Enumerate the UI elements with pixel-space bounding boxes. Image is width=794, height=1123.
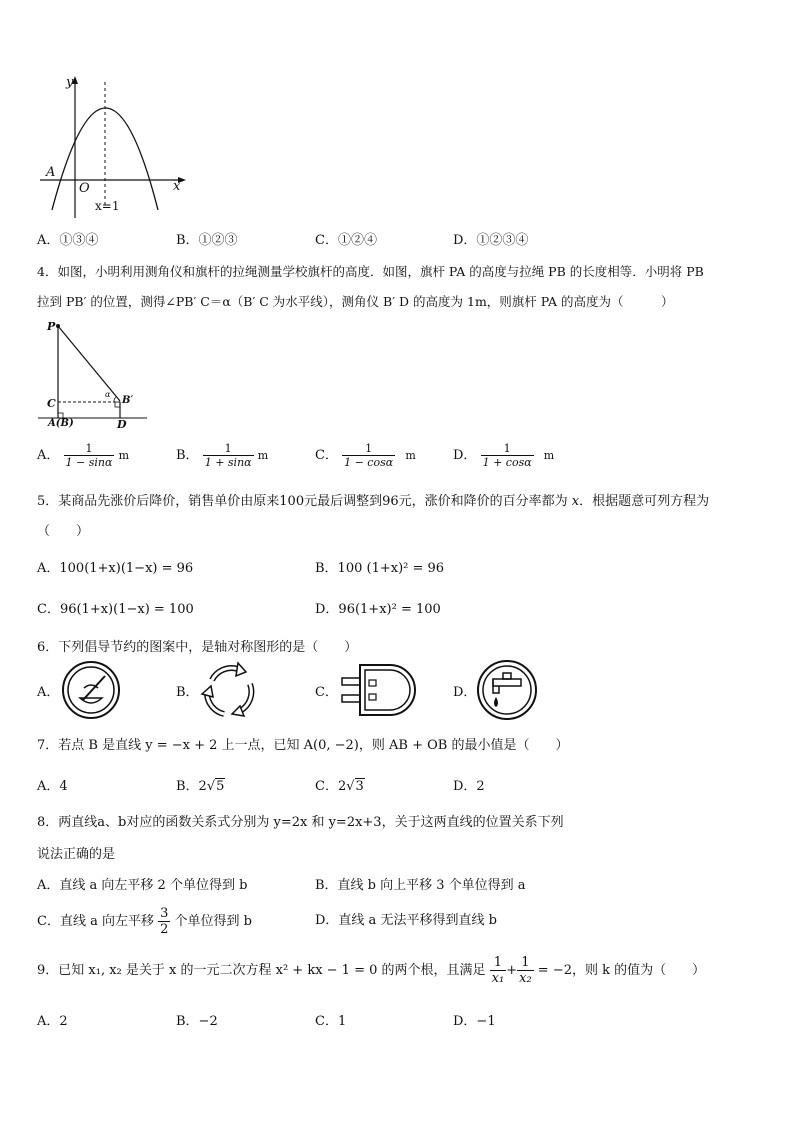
parabola-graph bbox=[30, 70, 200, 220]
q3-option-d[interactable]: D．①②③④ bbox=[453, 233, 529, 248]
q5-var: x bbox=[571, 494, 580, 509]
q5-stem-tail: ．根据题意可列方程为 bbox=[579, 494, 710, 509]
q4-a-den: 1 − sinα bbox=[65, 456, 113, 469]
q5-option-a[interactable]: A．100(1+x)(1−x) = 96 bbox=[37, 561, 194, 576]
q9-frac1-den: x₁ bbox=[491, 971, 505, 986]
q4-option-a-letter: A． bbox=[37, 448, 60, 463]
q4-option-c-letter: C． bbox=[315, 448, 338, 463]
q4-option-b-letter: B． bbox=[176, 448, 199, 463]
q7-option-c-text: C．2 bbox=[315, 779, 347, 794]
q9-stem-post: = −2，则 k 的值为（ ） bbox=[537, 963, 706, 978]
q7-option-b[interactable] bbox=[176, 775, 225, 794]
q9-option-c[interactable]: C．1 bbox=[315, 1014, 347, 1029]
q7-option-b-text: B．2 bbox=[176, 779, 207, 794]
q6-option-d-icon[interactable] bbox=[476, 659, 538, 721]
q8-c-num: 3 bbox=[160, 906, 169, 921]
q7-option-d[interactable]: D．2 bbox=[453, 779, 485, 794]
q6-option-b-icon[interactable] bbox=[198, 660, 260, 722]
q8-c-den: 2 bbox=[160, 922, 169, 937]
q4-stem-line1: 4．如图，小明利用测角仪和旗杆的拉绳测量学校旗杆的高度．如图，旗杆 PA 的高度与拉绳 PB 的长度相等．小明将 PB bbox=[37, 264, 704, 279]
q4-c-num: 1 bbox=[342, 442, 395, 456]
q6-option-c-icon[interactable] bbox=[338, 662, 418, 718]
q4-b-num: 1 bbox=[203, 442, 254, 456]
q8-option-d[interactable]: D．直线 a 无法平移得到直线 b bbox=[315, 913, 497, 928]
q7-option-a[interactable]: A．4 bbox=[37, 779, 68, 794]
q4-a-num: 1 bbox=[64, 442, 115, 456]
sqrt-icon: √ bbox=[206, 779, 216, 794]
graph-x-label: x bbox=[173, 179, 181, 194]
q4-b-unit: m bbox=[257, 449, 269, 462]
graph-a-label: A bbox=[46, 165, 56, 180]
graph-origin-label: O bbox=[79, 181, 90, 196]
q7-option-c[interactable] bbox=[315, 775, 365, 794]
q5-stem-text: 5．某商品先涨价后降价，销售单价由原来100元最后调整到96元，涨价和降价的百分率都为 bbox=[37, 494, 568, 509]
q4-option-c[interactable] bbox=[315, 442, 416, 469]
q3-option-b[interactable]: B．①②③ bbox=[176, 233, 238, 248]
q9-option-d[interactable]: D．−1 bbox=[453, 1014, 496, 1029]
q4-c-unit: m bbox=[405, 449, 416, 462]
q3-option-c[interactable]: C．①②④ bbox=[315, 233, 377, 248]
q5-option-d[interactable]: D．96(1+x)² = 100 bbox=[315, 602, 441, 617]
graph-y-label: y bbox=[66, 75, 74, 90]
q4-option-d[interactable] bbox=[453, 442, 554, 469]
q9-stem-pre: 9．已知 x₁, x₂ 是关于 x 的一元二次方程 x² + kx − 1 = 0 的两个根，且满足 bbox=[37, 963, 486, 978]
q9-stem bbox=[37, 955, 705, 986]
q8-stem-line2: 说法正确的是 bbox=[37, 847, 116, 862]
q9-frac2-den: x₂ bbox=[519, 971, 532, 986]
q4-option-b[interactable] bbox=[176, 442, 268, 469]
q3-option-a[interactable]: A．①③④ bbox=[37, 233, 99, 248]
sqrt-icon: √ bbox=[346, 779, 355, 794]
fig-bprime-label: B′ bbox=[122, 395, 134, 406]
q8-option-c[interactable] bbox=[37, 906, 252, 937]
q6-stem: 6．下列倡导节约的图案中，是轴对称图形的是（ ） bbox=[37, 640, 358, 655]
q5-option-b[interactable]: B．100 (1+x)² = 96 bbox=[315, 561, 445, 576]
q4-stem-line2: 拉到 PB′ 的位置，测得∠PB′ C＝α（B′ C 为水平线），测角仪 B′ D 的高度为 1m，则旗杆 PA 的高度为（ ） bbox=[37, 294, 674, 309]
q6-option-a-icon[interactable] bbox=[61, 660, 121, 720]
q4-option-a[interactable] bbox=[37, 442, 129, 469]
q4-d-num: 1 bbox=[481, 442, 534, 456]
fig-c-label: C bbox=[47, 397, 56, 410]
q6-option-d-letter[interactable]: D． bbox=[453, 685, 477, 700]
q4-b-den: 1 + sinα bbox=[204, 456, 252, 469]
q5-stem-line2: （ ） bbox=[37, 524, 90, 539]
fig-p-label: P bbox=[47, 320, 56, 333]
q7-option-c-root: 3 bbox=[355, 779, 364, 794]
fig-alpha-label: α bbox=[105, 390, 111, 399]
q8-option-b[interactable]: B．直线 b 向上平移 3 个单位得到 a bbox=[315, 878, 526, 893]
q9-option-b[interactable]: B．−2 bbox=[176, 1014, 218, 1029]
q5-option-c[interactable]: C．96(1+x)(1−x) = 100 bbox=[37, 602, 194, 617]
q8-option-a[interactable]: A．直线 a 向左平移 2 个单位得到 b bbox=[37, 878, 248, 893]
q4-a-unit: m bbox=[118, 449, 129, 462]
q9-frac1-num: 1 bbox=[490, 955, 507, 971]
q9-plus: + bbox=[506, 963, 518, 978]
q8-stem-line1: 8．两直线a、b对应的函数关系式分别为 y=2x 和 y=2x+3，关于这两直线的位置关系下列 bbox=[37, 815, 564, 830]
q4-d-unit: m bbox=[543, 449, 555, 462]
q9-frac2-num: 1 bbox=[517, 955, 534, 971]
q7-stem: 7．若点 B 是直线 y = −x + 2 上一点，已知 A(0, −2)，则 AB + OB 的最小值是（ ） bbox=[37, 738, 569, 753]
q6-option-b-letter[interactable]: B． bbox=[176, 685, 199, 700]
graph-axis-note: x=1 bbox=[95, 199, 120, 213]
q8-option-c-post: 个单位得到 b bbox=[174, 914, 252, 929]
q9-option-a[interactable]: A．2 bbox=[37, 1014, 68, 1029]
q8-option-c-pre: C．直线 a 向左平移 bbox=[37, 914, 154, 929]
q5-stem-line1 bbox=[37, 490, 709, 509]
q6-option-c-letter[interactable]: C． bbox=[315, 685, 338, 700]
q4-d-den: 1 + cosα bbox=[482, 456, 532, 469]
flagpole-figure bbox=[35, 318, 155, 433]
q6-option-a-letter[interactable]: A． bbox=[37, 685, 60, 700]
q4-c-den: 1 − cosα bbox=[344, 456, 394, 469]
fig-ab-label: A(B) bbox=[48, 418, 74, 429]
q7-option-b-root: 5 bbox=[216, 779, 225, 794]
q4-option-d-letter: D． bbox=[453, 448, 477, 463]
fig-d-label: D bbox=[117, 418, 127, 431]
